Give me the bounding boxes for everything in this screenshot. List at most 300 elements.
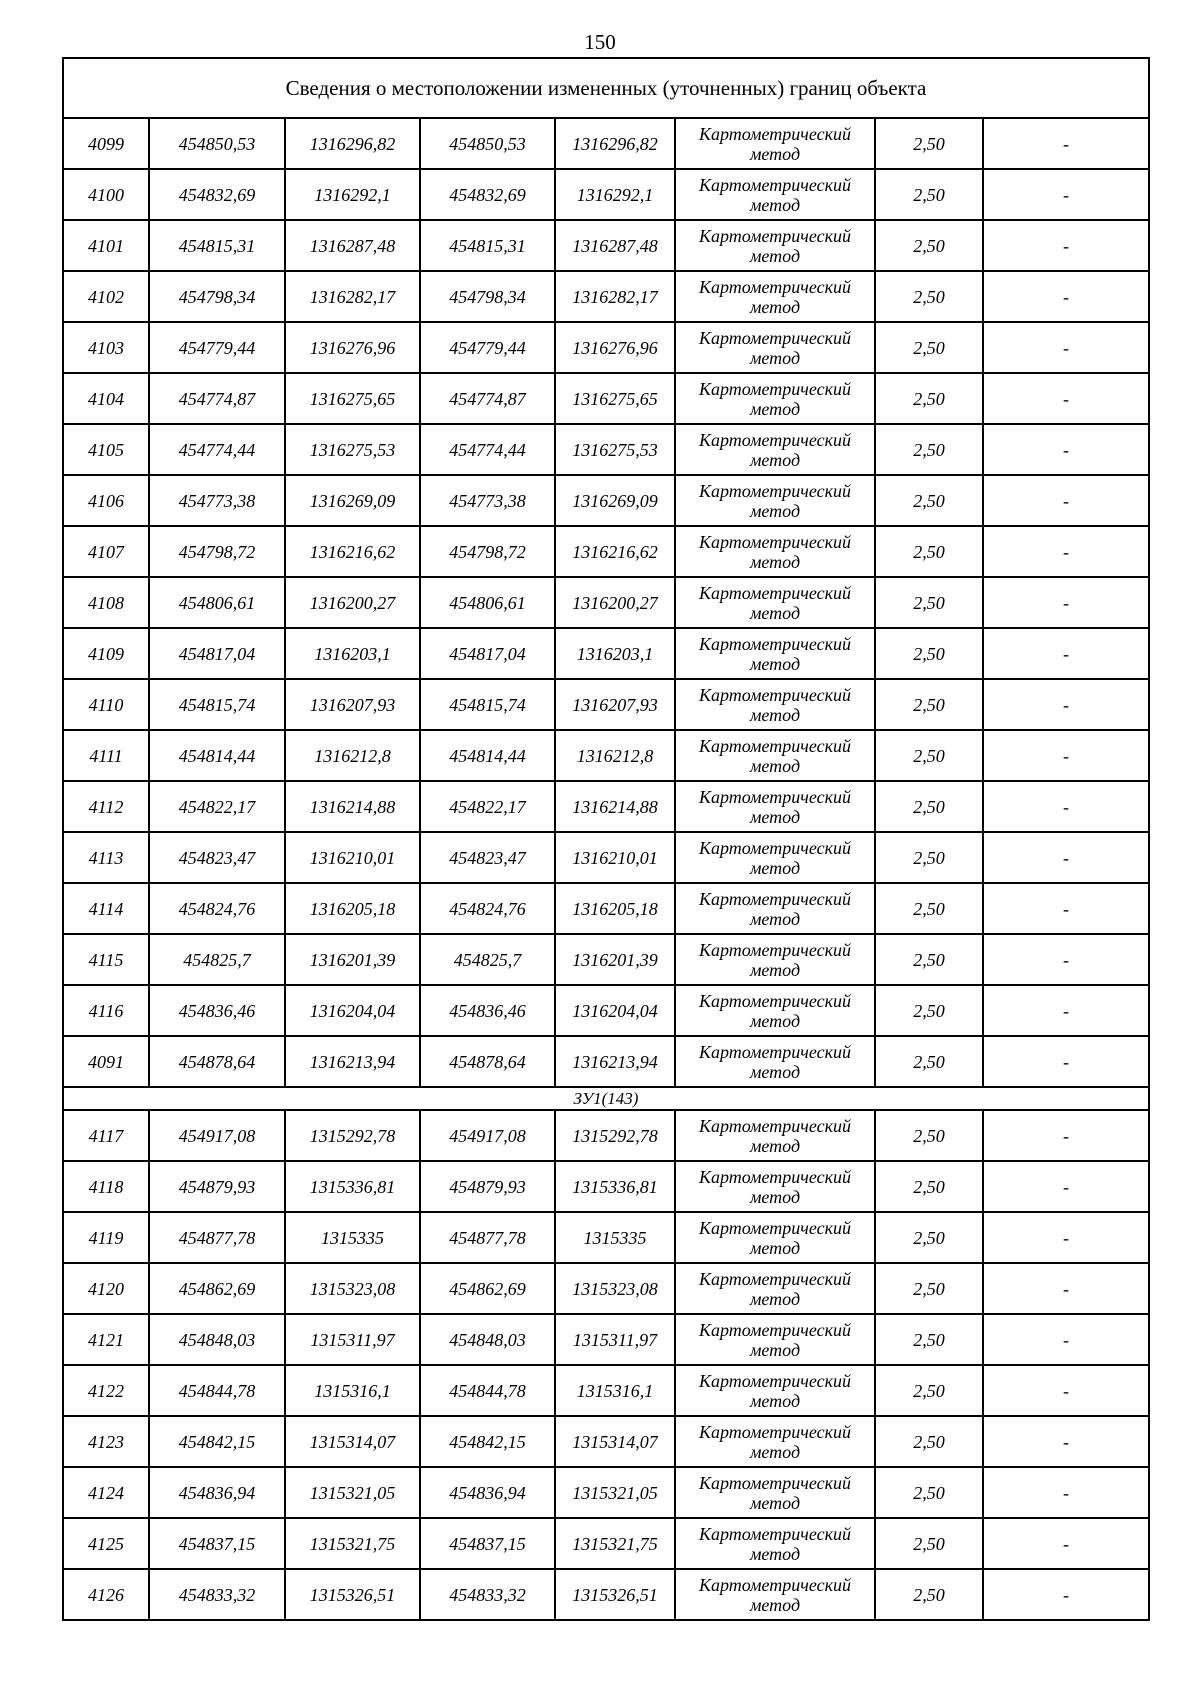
method-line-1: Картометрический [698, 939, 851, 960]
accuracy-cell: 2,50 [875, 985, 983, 1036]
y-coordinate-refined-cell: 1316216,62 [555, 526, 675, 577]
note-cell: - [983, 1518, 1149, 1569]
table-row [63, 577, 1149, 628]
method-line-2: метод [749, 1339, 801, 1360]
method-cell [675, 1161, 875, 1212]
x-coordinate-existing-cell: 454822,17 [149, 781, 285, 832]
method-line-2: метод [749, 1441, 801, 1462]
method-line-2: метод [749, 755, 801, 776]
table-row [63, 1467, 1149, 1518]
table-row [63, 1161, 1149, 1212]
note-cell: - [983, 1416, 1149, 1467]
method-cell [675, 934, 875, 985]
point-number-cell: 4121 [63, 1314, 149, 1365]
table-title: Сведения о местоположении измененных (уточненных) границ объекта [63, 58, 1149, 118]
x-coordinate-existing-cell: 454825,7 [149, 934, 285, 985]
table-row [63, 1314, 1149, 1365]
y-coordinate-refined-cell: 1315311,97 [555, 1314, 675, 1365]
method-line-2: метод [749, 449, 801, 470]
table-row [63, 1365, 1149, 1416]
y-coordinate-existing-cell: 1316213,94 [285, 1036, 420, 1087]
y-coordinate-refined-cell: 1316276,96 [555, 322, 675, 373]
point-number-cell: 4115 [63, 934, 149, 985]
y-coordinate-existing-cell: 1316210,01 [285, 832, 420, 883]
method-line-1: Картометрический [698, 1115, 851, 1136]
x-coordinate-existing-cell: 454832,69 [149, 169, 285, 220]
note-cell: - [983, 1036, 1149, 1087]
note-cell: - [983, 679, 1149, 730]
x-coordinate-existing-cell: 454798,34 [149, 271, 285, 322]
note-cell: - [983, 781, 1149, 832]
x-coordinate-refined-cell: 454842,15 [420, 1416, 555, 1467]
x-coordinate-existing-cell: 454836,46 [149, 985, 285, 1036]
method-line-1: Картометрический [698, 1370, 851, 1391]
accuracy-cell: 2,50 [875, 322, 983, 373]
y-coordinate-refined-cell: 1316269,09 [555, 475, 675, 526]
page-number: 150 [584, 30, 616, 54]
accuracy-cell: 2,50 [875, 628, 983, 679]
table-row [63, 985, 1149, 1036]
note-cell: - [983, 1212, 1149, 1263]
x-coordinate-existing-cell: 454773,38 [149, 475, 285, 526]
method-line-1: Картометрический [698, 276, 851, 297]
point-number-cell: 4119 [63, 1212, 149, 1263]
y-coordinate-refined-cell: 1315335 [555, 1212, 675, 1263]
note-cell: - [983, 1365, 1149, 1416]
method-cell [675, 1110, 875, 1161]
y-coordinate-existing-cell: 1315335 [285, 1212, 420, 1263]
method-cell [675, 1365, 875, 1416]
accuracy-cell: 2,50 [875, 1314, 983, 1365]
note-cell: - [983, 1467, 1149, 1518]
y-coordinate-refined-cell: 1316203,1 [555, 628, 675, 679]
x-coordinate-refined-cell: 454774,44 [420, 424, 555, 475]
section-row [63, 1087, 1149, 1110]
x-coordinate-refined-cell: 454879,93 [420, 1161, 555, 1212]
method-cell [675, 1263, 875, 1314]
method-line-2: метод [749, 500, 801, 521]
method-cell [675, 220, 875, 271]
method-line-1: Картометрический [698, 1217, 851, 1238]
table-row [63, 934, 1149, 985]
point-number-cell: 4106 [63, 475, 149, 526]
accuracy-cell: 2,50 [875, 169, 983, 220]
accuracy-cell: 2,50 [875, 883, 983, 934]
table-row [63, 781, 1149, 832]
y-coordinate-refined-cell: 1316275,65 [555, 373, 675, 424]
x-coordinate-refined-cell: 454836,46 [420, 985, 555, 1036]
method-line-1: Картометрический [698, 1574, 851, 1595]
x-coordinate-refined-cell: 454824,76 [420, 883, 555, 934]
x-coordinate-refined-cell: 454877,78 [420, 1212, 555, 1263]
y-coordinate-existing-cell: 1315321,05 [285, 1467, 420, 1518]
method-line-1: Картометрический [698, 1421, 851, 1442]
method-cell [675, 1467, 875, 1518]
x-coordinate-existing-cell: 454824,76 [149, 883, 285, 934]
method-line-1: Картометрический [698, 837, 851, 858]
table-row [63, 169, 1149, 220]
y-coordinate-refined-cell: 1316200,27 [555, 577, 675, 628]
x-coordinate-refined-cell: 454798,34 [420, 271, 555, 322]
y-coordinate-existing-cell: 1315321,75 [285, 1518, 420, 1569]
x-coordinate-refined-cell: 454815,74 [420, 679, 555, 730]
point-number-cell: 4105 [63, 424, 149, 475]
y-coordinate-refined-cell: 1316207,93 [555, 679, 675, 730]
y-coordinate-refined-cell: 1316292,1 [555, 169, 675, 220]
y-coordinate-existing-cell: 1316212,8 [285, 730, 420, 781]
table-row [63, 424, 1149, 475]
method-cell [675, 322, 875, 373]
method-line-2: метод [749, 194, 801, 215]
x-coordinate-existing-cell: 454823,47 [149, 832, 285, 883]
method-line-2: метод [749, 296, 801, 317]
method-cell [675, 373, 875, 424]
note-cell: - [983, 628, 1149, 679]
accuracy-cell: 2,50 [875, 1365, 983, 1416]
x-coordinate-existing-cell: 454836,94 [149, 1467, 285, 1518]
accuracy-cell: 2,50 [875, 577, 983, 628]
table-row [63, 1036, 1149, 1087]
y-coordinate-existing-cell: 1316204,04 [285, 985, 420, 1036]
table-row [63, 730, 1149, 781]
method-cell [675, 832, 875, 883]
x-coordinate-refined-cell: 454833,32 [420, 1569, 555, 1620]
method-cell [675, 985, 875, 1036]
method-line-2: метод [749, 245, 801, 266]
method-line-1: Картометрический [698, 1041, 851, 1062]
method-cell [675, 1212, 875, 1263]
y-coordinate-existing-cell: 1316214,88 [285, 781, 420, 832]
method-line-1: Картометрический [698, 1523, 851, 1544]
table-row [63, 1212, 1149, 1263]
note-cell: - [983, 424, 1149, 475]
x-coordinate-existing-cell: 454917,08 [149, 1110, 285, 1161]
point-number-cell: 4102 [63, 271, 149, 322]
x-coordinate-refined-cell: 454844,78 [420, 1365, 555, 1416]
y-coordinate-refined-cell: 1316205,18 [555, 883, 675, 934]
method-line-2: метод [749, 908, 801, 929]
y-coordinate-refined-cell: 1316204,04 [555, 985, 675, 1036]
method-line-2: метод [749, 143, 801, 164]
note-cell: - [983, 373, 1149, 424]
point-number-cell: 4116 [63, 985, 149, 1036]
x-coordinate-existing-cell: 454878,64 [149, 1036, 285, 1087]
x-coordinate-existing-cell: 454815,31 [149, 220, 285, 271]
x-coordinate-refined-cell: 454823,47 [420, 832, 555, 883]
method-line-2: метод [749, 347, 801, 368]
method-line-1: Картометрический [698, 327, 851, 348]
method-line-1: Картометрический [698, 633, 851, 654]
x-coordinate-refined-cell: 454817,04 [420, 628, 555, 679]
accuracy-cell: 2,50 [875, 526, 983, 577]
point-number-cell: 4107 [63, 526, 149, 577]
y-coordinate-existing-cell: 1316269,09 [285, 475, 420, 526]
note-cell: - [983, 169, 1149, 220]
method-line-2: метод [749, 1492, 801, 1513]
table-row [63, 883, 1149, 934]
method-line-2: метод [749, 653, 801, 674]
y-coordinate-refined-cell: 1315321,75 [555, 1518, 675, 1569]
accuracy-cell: 2,50 [875, 679, 983, 730]
method-cell [675, 1314, 875, 1365]
x-coordinate-existing-cell: 454877,78 [149, 1212, 285, 1263]
y-coordinate-refined-cell: 1316212,8 [555, 730, 675, 781]
accuracy-cell: 2,50 [875, 934, 983, 985]
y-coordinate-refined-cell: 1315321,05 [555, 1467, 675, 1518]
y-coordinate-existing-cell: 1316200,27 [285, 577, 420, 628]
method-line-2: метод [749, 959, 801, 980]
point-number-cell: 4099 [63, 118, 149, 169]
point-number-cell: 4120 [63, 1263, 149, 1314]
x-coordinate-refined-cell: 454917,08 [420, 1110, 555, 1161]
x-coordinate-existing-cell: 454848,03 [149, 1314, 285, 1365]
method-cell [675, 1569, 875, 1620]
point-number-cell: 4117 [63, 1110, 149, 1161]
x-coordinate-refined-cell: 454850,53 [420, 118, 555, 169]
method-cell [675, 730, 875, 781]
x-coordinate-refined-cell: 454822,17 [420, 781, 555, 832]
accuracy-cell: 2,50 [875, 1263, 983, 1314]
point-number-cell: 4103 [63, 322, 149, 373]
method-line-2: метод [749, 704, 801, 725]
table-row [63, 1569, 1149, 1620]
x-coordinate-refined-cell: 454779,44 [420, 322, 555, 373]
note-cell: - [983, 577, 1149, 628]
note-cell: - [983, 1161, 1149, 1212]
point-number-cell: 4126 [63, 1569, 149, 1620]
method-line-1: Картометрический [698, 225, 851, 246]
method-line-2: метод [749, 1061, 801, 1082]
method-line-1: Картометрический [698, 531, 851, 552]
method-cell [675, 1518, 875, 1569]
y-coordinate-refined-cell: 1315326,51 [555, 1569, 675, 1620]
y-coordinate-refined-cell: 1316287,48 [555, 220, 675, 271]
x-coordinate-existing-cell: 454879,93 [149, 1161, 285, 1212]
point-number-cell: 4125 [63, 1518, 149, 1569]
method-line-2: метод [749, 1135, 801, 1156]
point-number-cell: 4113 [63, 832, 149, 883]
method-cell [675, 169, 875, 220]
method-line-1: Картометрический [698, 1319, 851, 1340]
accuracy-cell: 2,50 [875, 1569, 983, 1620]
table-row [63, 118, 1149, 169]
table-row [63, 271, 1149, 322]
note-cell: - [983, 220, 1149, 271]
note-cell: - [983, 1110, 1149, 1161]
point-number-cell: 4104 [63, 373, 149, 424]
method-line-2: метод [749, 1237, 801, 1258]
method-line-2: метод [749, 1010, 801, 1031]
point-number-cell: 4118 [63, 1161, 149, 1212]
method-line-2: метод [749, 1390, 801, 1411]
y-coordinate-existing-cell: 1315323,08 [285, 1263, 420, 1314]
x-coordinate-refined-cell: 454815,31 [420, 220, 555, 271]
note-cell: - [983, 322, 1149, 373]
method-cell [675, 781, 875, 832]
table-row [63, 679, 1149, 730]
y-coordinate-existing-cell: 1316203,1 [285, 628, 420, 679]
y-coordinate-refined-cell: 1316214,88 [555, 781, 675, 832]
method-cell [675, 118, 875, 169]
accuracy-cell: 2,50 [875, 781, 983, 832]
x-coordinate-existing-cell: 454798,72 [149, 526, 285, 577]
note-cell: - [983, 1263, 1149, 1314]
x-coordinate-refined-cell: 454862,69 [420, 1263, 555, 1314]
method-line-1: Картометрический [698, 735, 851, 756]
x-coordinate-refined-cell: 454878,64 [420, 1036, 555, 1087]
note-cell: - [983, 475, 1149, 526]
method-cell [675, 577, 875, 628]
x-coordinate-refined-cell: 454837,15 [420, 1518, 555, 1569]
table-row [63, 1416, 1149, 1467]
point-number-cell: 4124 [63, 1467, 149, 1518]
table-row [63, 832, 1149, 883]
point-number-cell: 4112 [63, 781, 149, 832]
accuracy-cell: 2,50 [875, 832, 983, 883]
accuracy-cell: 2,50 [875, 373, 983, 424]
accuracy-cell: 2,50 [875, 1212, 983, 1263]
y-coordinate-existing-cell: 1316207,93 [285, 679, 420, 730]
note-cell: - [983, 883, 1149, 934]
x-coordinate-existing-cell: 454837,15 [149, 1518, 285, 1569]
y-coordinate-refined-cell: 1315323,08 [555, 1263, 675, 1314]
note-cell: - [983, 271, 1149, 322]
method-line-1: Картометрический [698, 174, 851, 195]
x-coordinate-existing-cell: 454779,44 [149, 322, 285, 373]
x-coordinate-existing-cell: 454817,04 [149, 628, 285, 679]
note-cell: - [983, 985, 1149, 1036]
point-number-cell: 4091 [63, 1036, 149, 1087]
x-coordinate-existing-cell: 454814,44 [149, 730, 285, 781]
method-cell [675, 628, 875, 679]
y-coordinate-refined-cell: 1316213,94 [555, 1036, 675, 1087]
x-coordinate-refined-cell: 454798,72 [420, 526, 555, 577]
x-coordinate-refined-cell: 454836,94 [420, 1467, 555, 1518]
y-coordinate-existing-cell: 1315314,07 [285, 1416, 420, 1467]
method-line-2: метод [749, 806, 801, 827]
method-line-2: метод [749, 602, 801, 623]
x-coordinate-refined-cell: 454832,69 [420, 169, 555, 220]
y-coordinate-refined-cell: 1316296,82 [555, 118, 675, 169]
accuracy-cell: 2,50 [875, 271, 983, 322]
table-row [63, 220, 1149, 271]
point-number-cell: 4122 [63, 1365, 149, 1416]
y-coordinate-existing-cell: 1316287,48 [285, 220, 420, 271]
method-cell [675, 1416, 875, 1467]
x-coordinate-existing-cell: 454850,53 [149, 118, 285, 169]
method-line-1: Картометрический [698, 378, 851, 399]
table-row [63, 526, 1149, 577]
point-number-cell: 4109 [63, 628, 149, 679]
accuracy-cell: 2,50 [875, 730, 983, 781]
y-coordinate-refined-cell: 1316201,39 [555, 934, 675, 985]
method-line-1: Картометрический [698, 480, 851, 501]
table-row [63, 373, 1149, 424]
note-cell: - [983, 934, 1149, 985]
table-row [63, 1518, 1149, 1569]
method-line-1: Картометрический [698, 786, 851, 807]
accuracy-cell: 2,50 [875, 1416, 983, 1467]
accuracy-cell: 2,50 [875, 220, 983, 271]
method-line-1: Картометрический [698, 888, 851, 909]
point-number-cell: 4114 [63, 883, 149, 934]
x-coordinate-existing-cell: 454862,69 [149, 1263, 285, 1314]
boundary-coordinates-table [62, 57, 1150, 1621]
y-coordinate-existing-cell: 1315336,81 [285, 1161, 420, 1212]
y-coordinate-existing-cell: 1316282,17 [285, 271, 420, 322]
method-line-1: Картометрический [698, 990, 851, 1011]
table-row [63, 475, 1149, 526]
y-coordinate-refined-cell: 1315336,81 [555, 1161, 675, 1212]
point-number-cell: 4123 [63, 1416, 149, 1467]
x-coordinate-refined-cell: 454814,44 [420, 730, 555, 781]
table-row [63, 1263, 1149, 1314]
x-coordinate-refined-cell: 454848,03 [420, 1314, 555, 1365]
method-cell [675, 475, 875, 526]
y-coordinate-refined-cell: 1316275,53 [555, 424, 675, 475]
table-header-row [63, 58, 1149, 118]
x-coordinate-existing-cell: 454842,15 [149, 1416, 285, 1467]
accuracy-cell: 2,50 [875, 424, 983, 475]
y-coordinate-existing-cell: 1315316,1 [285, 1365, 420, 1416]
x-coordinate-refined-cell: 454773,38 [420, 475, 555, 526]
method-line-1: Картометрический [698, 582, 851, 603]
method-line-2: метод [749, 398, 801, 419]
method-line-2: метод [749, 1288, 801, 1309]
x-coordinate-existing-cell: 454815,74 [149, 679, 285, 730]
method-line-1: Картометрический [698, 429, 851, 450]
y-coordinate-existing-cell: 1316292,1 [285, 169, 420, 220]
method-line-2: метод [749, 551, 801, 572]
table-row [63, 322, 1149, 373]
accuracy-cell: 2,50 [875, 1518, 983, 1569]
y-coordinate-existing-cell: 1315326,51 [285, 1569, 420, 1620]
y-coordinate-refined-cell: 1316282,17 [555, 271, 675, 322]
note-cell: - [983, 526, 1149, 577]
x-coordinate-existing-cell: 454844,78 [149, 1365, 285, 1416]
note-cell: - [983, 118, 1149, 169]
method-line-1: Картометрический [698, 1472, 851, 1493]
y-coordinate-existing-cell: 1316216,62 [285, 526, 420, 577]
method-cell [675, 526, 875, 577]
y-coordinate-existing-cell: 1316296,82 [285, 118, 420, 169]
x-coordinate-existing-cell: 454806,61 [149, 577, 285, 628]
method-cell [675, 1036, 875, 1087]
method-cell [675, 883, 875, 934]
point-number-cell: 4108 [63, 577, 149, 628]
y-coordinate-existing-cell: 1316275,65 [285, 373, 420, 424]
y-coordinate-existing-cell: 1315292,78 [285, 1110, 420, 1161]
method-line-2: метод [749, 1543, 801, 1564]
x-coordinate-refined-cell: 454825,7 [420, 934, 555, 985]
note-cell: - [983, 730, 1149, 781]
method-line-1: Картометрический [698, 123, 851, 144]
x-coordinate-refined-cell: 454774,87 [420, 373, 555, 424]
note-cell: - [983, 832, 1149, 883]
method-cell [675, 424, 875, 475]
y-coordinate-refined-cell: 1316210,01 [555, 832, 675, 883]
y-coordinate-existing-cell: 1316201,39 [285, 934, 420, 985]
y-coordinate-existing-cell: 1315311,97 [285, 1314, 420, 1365]
x-coordinate-existing-cell: 454774,44 [149, 424, 285, 475]
accuracy-cell: 2,50 [875, 475, 983, 526]
method-line-1: Картометрический [698, 1268, 851, 1289]
section-label: ЗУ1(143) [63, 1087, 1149, 1110]
x-coordinate-existing-cell: 454833,32 [149, 1569, 285, 1620]
point-number-cell: 4101 [63, 220, 149, 271]
note-cell: - [983, 1314, 1149, 1365]
method-line-1: Картометрический [698, 684, 851, 705]
